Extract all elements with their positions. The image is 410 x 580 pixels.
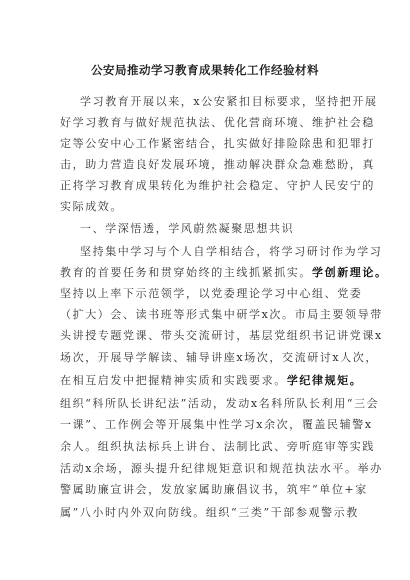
body-line: 余人。组织执法标兵上讲台、法制比武、旁听庭审等实践	[60, 440, 375, 453]
body-line: 一课”、工作例会等开展集中性学习x余次，覆盖民辅警x	[60, 418, 373, 431]
section-heading: 一、学深悟透，学风蔚然凝聚思想共识	[80, 222, 295, 235]
body-line: （扩大）会、读书班等形式集中研学x次。市局主要领导带	[60, 308, 383, 321]
body-line: 坚持集中学习与个人自学相结合，将学习研讨作为学习	[80, 245, 383, 258]
body-line: 活动x余场，源头提升纪律规矩意识和规范执法水平。举办	[60, 462, 383, 475]
body-line: 属”八小时内外双向防线。组织“三类”干部参观警示教	[60, 506, 359, 519]
body-line	[60, 267, 388, 279]
emphasis-discipline: 学纪律规矩。	[286, 374, 363, 387]
body-line	[60, 375, 362, 387]
emphasis-theory: 学创新理论。	[312, 266, 388, 279]
body-text: 在相互启发中把握精神实质和实践要求。	[60, 374, 287, 387]
body-line: 坚持以上率下示范领学，以党委理论学习中心组、党委	[60, 287, 363, 300]
intro-line: 实际成效。	[60, 200, 123, 213]
document-title: 公安局推动学习教育成果转化工作经验材料	[91, 63, 319, 77]
body-line: 警属助廉宣讲会，发放家属助廉倡议书，筑牢“单位+家	[60, 483, 368, 496]
body-text: 教育的首要任务和贯穿始终的主线抓紧抓实。	[60, 266, 312, 279]
intro-line: 正将学习教育成果转化为维护社会稳定、守护人民安宁的	[60, 179, 375, 192]
body-line: 头讲授专题党课、带头交流研讨，基层党组织书记讲党课x	[60, 329, 383, 342]
intro-line: 定等公安中心工作紧密结合，扎实做好排险除患和犯罪打	[60, 137, 375, 150]
body-line: 组织“科所队长讲纪法”活动，发动x名科所队长利用“三会	[60, 397, 380, 410]
intro-line: 学习教育开展以来，x公安紧扣目标要求，坚持把开展	[80, 95, 378, 108]
intro-line: 好学习教育与做好规范执法、优化营商环境、维护社会稳	[60, 116, 375, 129]
intro-line: 击，助力营造良好发展环境，推动解决群众急难愁盼，真	[60, 158, 375, 171]
body-line: 场次，开展导学解读、辅导讲座x场次，交流研讨x人次，	[60, 351, 379, 364]
